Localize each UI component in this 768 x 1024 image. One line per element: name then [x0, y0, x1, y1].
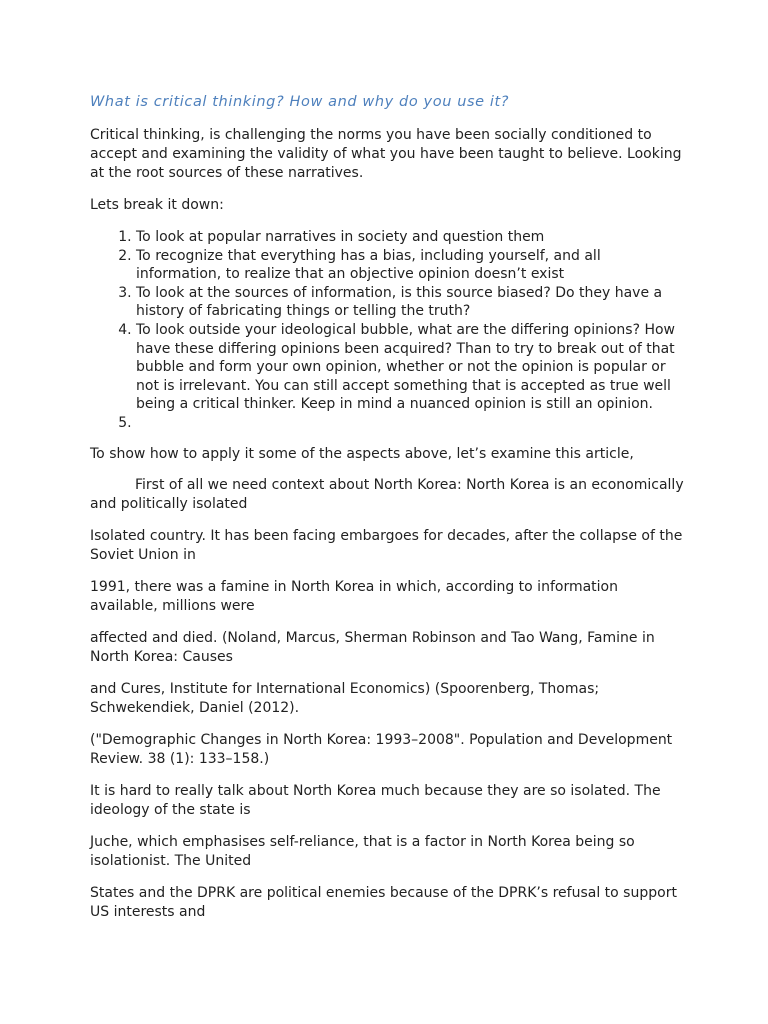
list-item: 2. To recognize that everything has a bias, including yourself, and all information, to realize that an objective opinion doesn’t exist [136, 247, 690, 284]
body-paragraph: and Cures, Institute for International Economics) (Spoorenberg, Thomas; Schwekendiek, Daniel (2012). [90, 680, 600, 716]
list-item-empty [136, 414, 690, 433]
intro-paragraph: Critical thinking, is challenging the norms you have been socially conditioned to accept and examining the validity of what you have been taught to believe. Looking at the root sources of these narratives. [90, 127, 682, 181]
body-paragraph: First of all we need context about North Korea: North Korea is an economically and politically isolated [90, 476, 684, 512]
document-page [90, 93, 690, 935]
body-paragraph: 1991, there was a famine in North Korea in which, according to information available, millions were [90, 578, 618, 614]
list-item: 3. To look at the sources of information, is this source biased? Do they have a history of fabricating things or telling the truth? [136, 284, 690, 321]
body-paragraph: Juche, which emphasises self-reliance, that is a factor in North Korea being so isolationist. The United [90, 833, 635, 869]
body-paragraph: It is hard to really talk about North Korea much because they are so isolated. The ideology of the state is [90, 782, 661, 818]
body-paragraph: Isolated country. It has been facing embargoes for decades, after the collapse of the Soviet Union in [90, 527, 683, 563]
critical-thinking-list [90, 228, 690, 433]
body-paragraph: States and the DPRK are political enemies because of the DPRK’s refusal to support US interests and [90, 884, 677, 920]
list-item: 1. To look at popular narratives in society and question them [136, 228, 690, 247]
list-item: 4. To look outside your ideological bubble, what are the differing opinions? How have these differing opinions been acquired? Than to try to break out of that bubble and form your own opinion, whether or not the opinion is popular or not is irrelevant. You can still accept something that is accepted as true well being a critical thinker. Keep in mind a nuanced opinion is still an opinion. [136, 321, 690, 414]
apply-paragraph: To show how to apply it some of the aspects above, let’s examine this article, [90, 445, 634, 462]
body-paragraph: affected and died. (Noland, Marcus, Sherman Robinson and Tao Wang, Famine in North Korea: Causes [90, 629, 655, 665]
breakdown-label: Lets break it down: [90, 197, 224, 213]
document-heading: What is critical thinking? How and why do you use it? [90, 94, 510, 110]
citation-paragraph: ("Demographic Changes in North Korea: 1993–2008". Population and Development Review. 38 (1): 133–158.) [90, 731, 673, 767]
